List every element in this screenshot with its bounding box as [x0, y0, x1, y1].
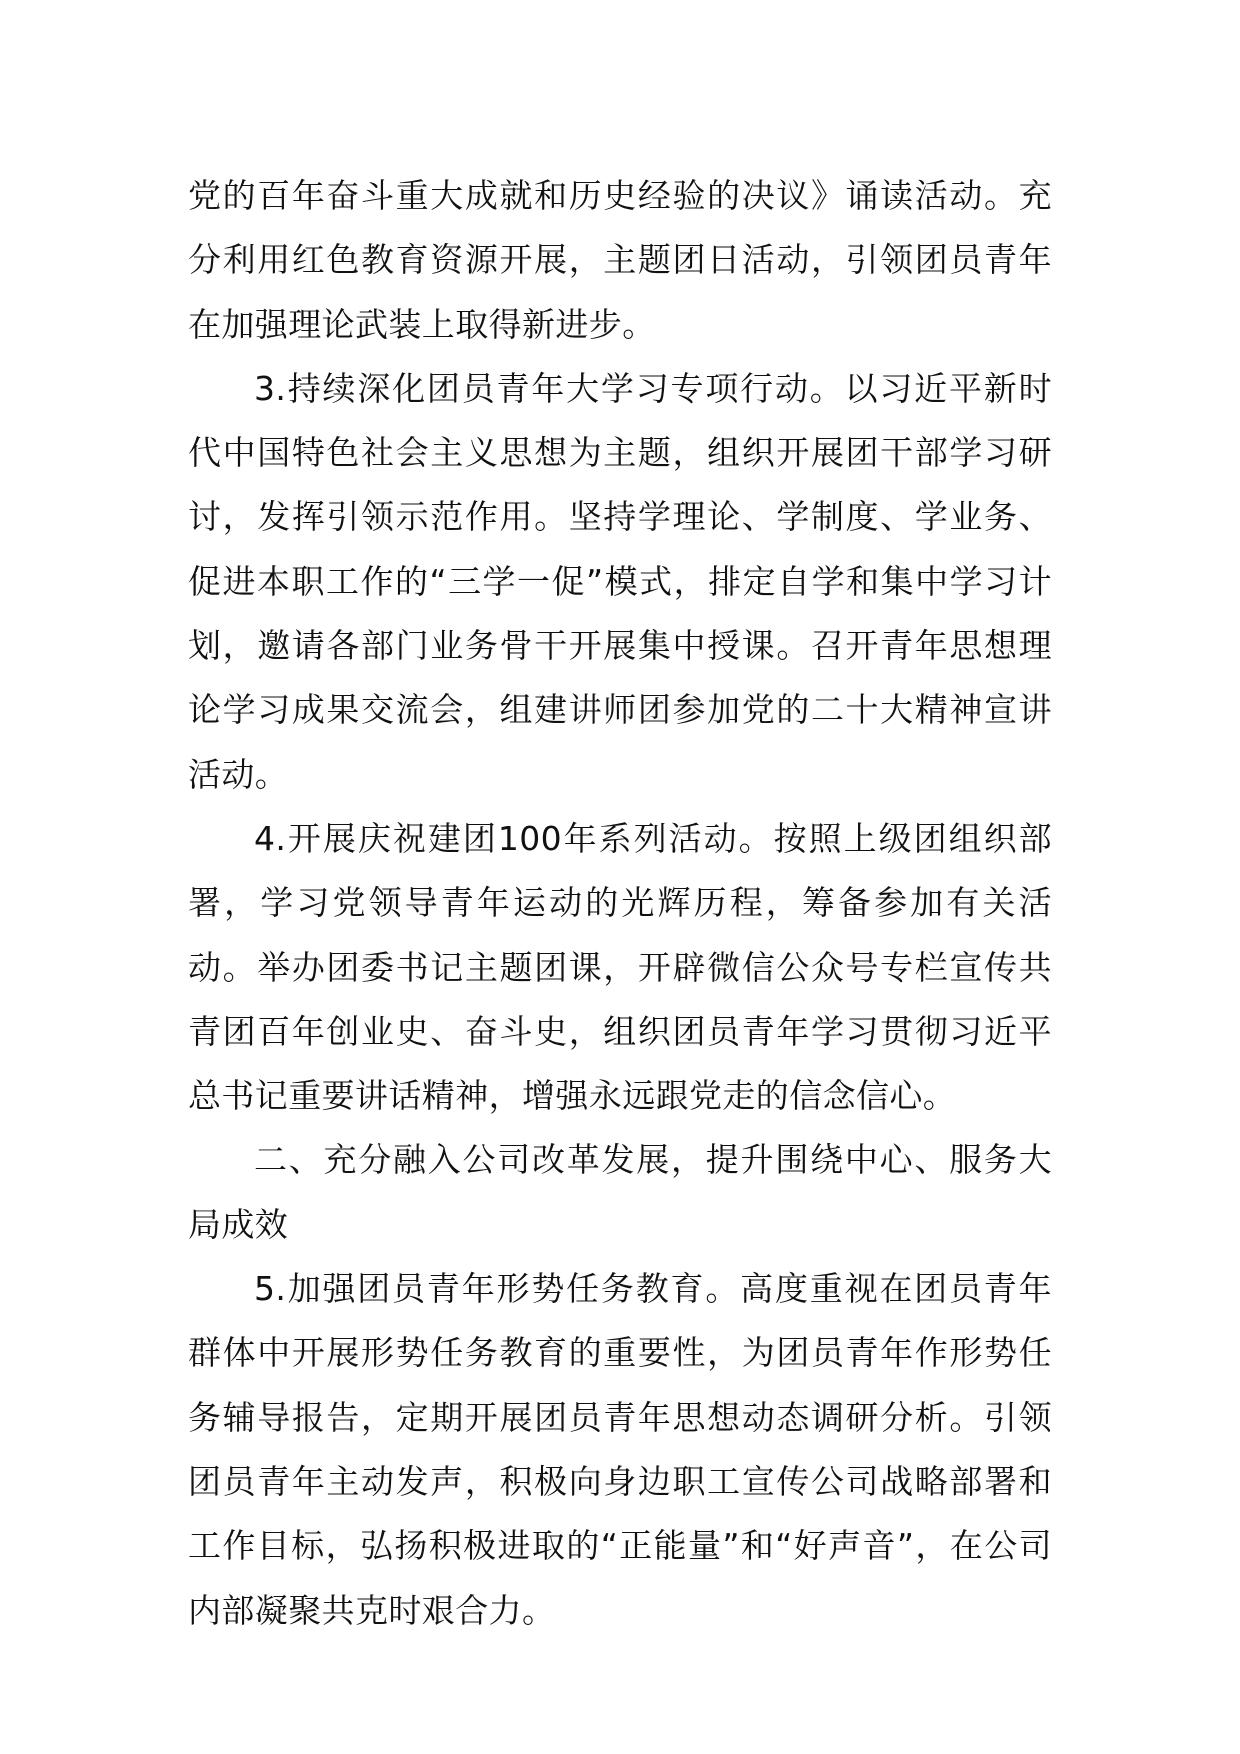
paragraph-continuation: 党的百年奋斗重大成就和历史经验的决议》诵读活动。充分利用红色教育资源开展，主题团日活动，引领团员青年在加强理论武装上取得新进步。 [188, 176, 1052, 344]
paragraph-item-4: 4.开展庆祝建团100年系列活动。按照上级团组织部署，学习党领导青年运动的光辉历程，筹备参加有关活动。举办团委书记主题团课，开辟微信公众号专栏宣传共青团百年创业史、奋斗史，组织团员青年学习贯彻习近平总书记重要讲话精神，增强永远跟党走的信念信心。 [188, 818, 1052, 1116]
section-heading-2: 二、充分融入公司改革发展，提升围绕中心、服务大局成效 [188, 1140, 1052, 1244]
paragraph-item-3: 3.持续深化团员青年大学习专项行动。以习近平新时代中国特色社会主义思想为主题，组织开展团干部学习研讨，发挥引领示范作用。坚持学理论、学制度、学业务、促进本职工作的“三学一促”模式，排定自学和集中学习计划，邀请各部门业务骨干开展集中授课。召开青年思想理论学习成果交流会，组建讲师团参加党的二十大精神宣讲活动。 [188, 368, 1052, 794]
document-body [188, 164, 1052, 1643]
paragraph-item-5: 5.加强团员青年形势任务教育。高度重视在团员青年群体中开展形势任务教育的重要性，为团员青年作形势任务辅导报告，定期开展团员青年思想动态调研分析。引领团员青年主动发声，积极向身边职工宣传公司战略部署和工作目标，弘扬积极进取的“正能量”和“好声音”，在公司内部凝聚共克时艰合力。 [188, 1269, 1052, 1630]
